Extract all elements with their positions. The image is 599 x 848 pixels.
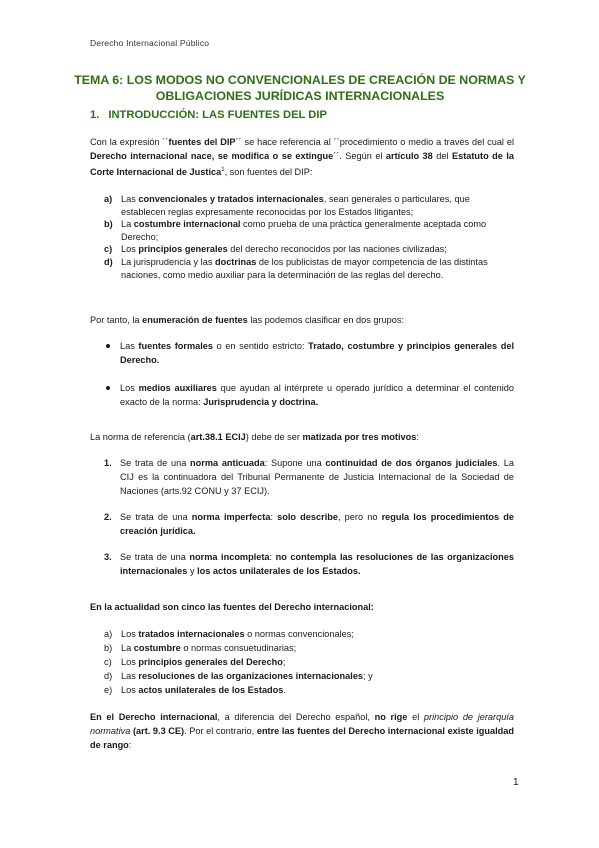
text-run: Los [121,244,139,255]
text-run: Se trata de una [120,512,192,522]
text-run: del derecho reconocidos por las naciones civilizadas; [227,244,447,255]
list-item [104,193,514,218]
bullet-item [104,381,514,409]
bold-run: norma incompleta [189,552,270,562]
list-marker: d) [104,671,113,681]
current-sources-paragraph: En la actualidad son cinco las fuentes del Derecho internacional: [90,602,374,612]
bold-run: principios generales [138,244,228,255]
list-marker: 2. [104,512,112,522]
chapter-title: TEMA 6: LOS MODOS NO CONVENCIONALES DE CREACIÓN DE NORMAS Y OBLIGACIONES JURÍDICAS INTERNACIONALES [74,73,526,103]
text-run: Los [121,685,139,695]
page-number: 1 [513,777,519,788]
text-run: el [407,712,424,722]
text-run: ; [282,657,286,667]
text-run: . Por el contrario, [184,726,257,736]
bold-run: artículo 38 [385,151,433,161]
text-run: que ayudan al intérprete u operado jurídico a determinar el contenido exacto de la norma: [120,383,514,407]
numbered-item [104,550,514,578]
bold-run: fuentes del DIP [168,137,236,147]
bold-run: art.38.1 ECIJ [190,432,246,442]
text-run: ´´ se hace referencia al ´´procedimiento o medio a través del cual el [235,137,514,147]
bold-run: Derecho internacional nace, se modifica o se extingue [90,151,334,161]
text-run: Las [120,341,139,351]
bold-run: principios generales del Derecho [138,657,283,667]
bold-run: regula los procedimientos de creación jurídica. [120,512,514,536]
bold-run: enumeración de fuentes [142,315,248,325]
text-run: , son fuentes del DIP: [224,167,313,178]
text-run: de los publicistas de mayor competencia de las distintas naciones, como medio auxiliar para la determinación de las reglas del derecho. [121,256,488,280]
groups-intro-paragraph [90,313,514,327]
running-header: Derecho Internacional Público [90,38,210,48]
text-run: o normas convencionales; [244,629,354,639]
list-marker: c) [104,657,112,667]
bold-run: fuentes formales [138,341,213,351]
list-marker: a) [104,194,113,204]
list-marker: d) [104,256,113,267]
bold-run: entre las fuentes del Derecho internacional existe igualdad de rango [90,726,514,750]
text-run: Los [121,657,139,667]
list-item [104,627,514,641]
section-number: 1. [90,109,100,121]
bullet-item [104,339,514,367]
intro-paragraph [90,135,514,179]
list-item [104,655,514,669]
text-run: Se trata de una [120,458,191,468]
text-run: Por tanto, la [90,315,143,325]
text-run: ; y [363,671,373,681]
bold-run: norma imperfecta [191,512,271,522]
list-item [104,669,514,683]
bold-run: medios auxiliares [138,383,217,393]
list-marker: 1. [104,458,112,468]
bold-run: resoluciones de las organizaciones internacionales [138,671,364,681]
bold-run: Tratado, costumbre y principios generales del Derecho. [120,341,515,365]
text-run: . [283,685,286,695]
text-run: Las [121,671,139,681]
text-run: ´´. Según el [333,151,386,161]
bold-run: no rige [374,712,408,722]
text-run: Los [121,629,139,639]
text-run: Las [121,194,139,204]
text-run: Los [120,383,139,393]
text-run: : Supone una [264,458,326,468]
bold-run: no contempla las resoluciones de las organizaciones internacionales [120,552,514,576]
bold-run: convencionales y tratados internacionales [138,194,324,204]
closing-paragraph [90,710,514,752]
section-heading-text: INTRODUCCIÓN: LAS FUENTES DEL DIP [108,109,327,121]
text-run: La [121,643,134,653]
text-run: , pero no [337,512,382,522]
text-run: o en sentido estricto: [213,341,309,351]
text-run: y [187,566,198,576]
list-marker: e) [104,685,113,695]
section-heading [90,109,327,121]
bold-run: costumbre [133,643,181,653]
sources-list [104,193,514,281]
bold-run: Estatuto de la Corte Internacional de Justica [90,151,514,178]
bold-run: tratados internacionales [138,629,245,639]
bold-run: (art. 9.3 CE) [130,726,185,736]
list-marker: b) [104,643,113,653]
text-run: , sean generales o particulares, que establecen reglas expresamente reconocidas por los Estados litigantes; [121,194,470,217]
bold-run: costumbre internacional [133,219,241,230]
footnote-ref[interactable]: 1 [221,167,225,173]
text-run: como prueba de una práctica generalmente aceptada como Derecho; [121,219,487,242]
text-run: . La CIJ es la continuadora del Tribunal Permanente de Justicia Internacional de la Sociedad de Naciones (arts.92 CONU y 37 ECIJ). [120,458,514,496]
bold-run: actos unilaterales de los Estados [138,685,284,695]
list-marker: b) [104,219,113,230]
bold-run: Jurisprudencia y doctrina. [203,397,319,407]
list-item [104,243,514,256]
text-run: las podemos clasificar en dos grupos: [247,315,405,325]
reference-paragraph [90,430,514,444]
text-run: ) debe de ser [245,432,303,442]
bold-run: norma anticuada [190,458,265,468]
text-run: Se trata de una [120,552,190,562]
text-run: La jurisprudencia y las [121,256,215,267]
text-run: : [270,512,278,522]
bold-run: solo describe [277,512,338,522]
text-run: : [416,432,419,442]
bold-run: continuidad de dos órganos judiciales [325,458,498,468]
bold-run: doctrinas [214,256,257,267]
text-run: o normas consuetudinarias; [180,643,297,653]
current-sources-list [104,627,514,697]
bold-run: los actos unilaterales de los Estados. [197,566,361,576]
list-marker: a) [104,629,113,639]
list-item [104,218,514,243]
text-run: La [121,219,134,230]
text-run: Con la expresión ´´ [90,137,169,147]
list-marker: c) [104,244,113,255]
text-run: , a diferencia del Derecho español, [217,712,375,722]
bullet-icon [106,344,110,348]
numbered-item [104,456,514,498]
numbered-item [104,510,514,538]
italic-run: principio de jerarquía normativa [90,712,514,736]
text-run: del [432,151,452,161]
list-item [104,641,514,655]
text-run: : [269,552,276,562]
list-item [104,256,514,281]
bold-run: matizada por tres motivos [302,432,417,442]
list-marker: 3. [104,552,112,562]
text-run: La norma de referencia ( [90,432,191,442]
text-run: : [128,740,132,750]
bullet-icon [106,386,110,390]
bold-run: En el Derecho internacional [90,712,218,722]
list-item [104,683,514,697]
